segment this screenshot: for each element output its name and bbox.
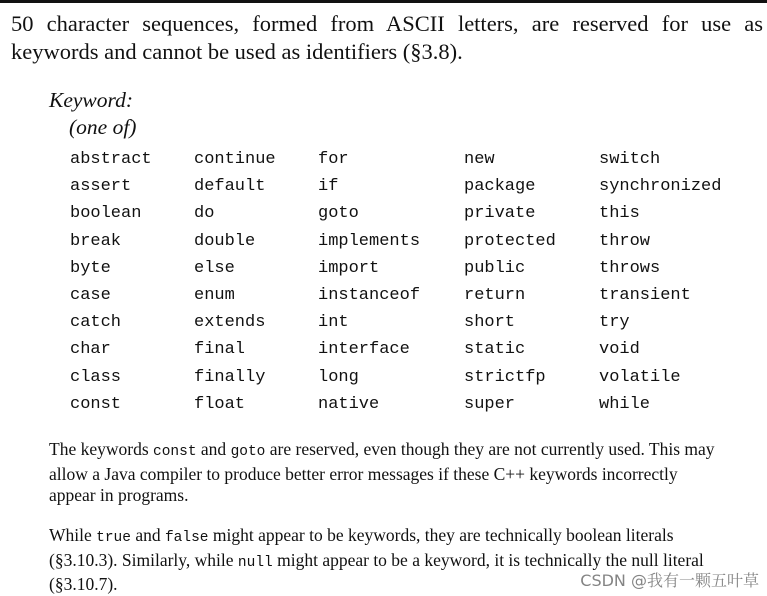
keyword-cell: implements (318, 231, 421, 251)
watermark: CSDN @我有一颗五叶草 (580, 571, 759, 590)
text-run: are reserved, even though they are not currently used. This may allow a Java compiler to produce better error messages if these C++ keywords incorrectly appear in programs. (49, 439, 715, 505)
grammar-qualifier: (one of) (69, 115, 137, 139)
code-null: null (237, 554, 273, 571)
keyword-cell: new (464, 150, 495, 170)
keyword-cell: if (318, 177, 339, 197)
keyword-cell: void (599, 340, 640, 360)
keyword-cell: import (318, 258, 380, 278)
code-true: true (96, 530, 131, 546)
keyword-cell: return (464, 286, 526, 306)
keyword-cell: const (70, 394, 122, 414)
keyword-cell: this (599, 204, 640, 224)
keyword-cell: long (318, 367, 359, 387)
keyword-row (70, 309, 739, 336)
code-goto: goto (230, 444, 266, 460)
keyword-row (70, 336, 739, 363)
keyword-cell: transient (599, 286, 691, 306)
keyword-cell: double (194, 231, 256, 251)
keyword-cell: default (194, 177, 266, 197)
intro-paragraph: 50 character sequences, formed from ASCII letters, are reserved for use as keywords and cannot be used as identifiers (§3.8). (11, 11, 763, 64)
keyword-cell: for (318, 150, 349, 170)
keyword-cell: package (464, 177, 536, 197)
keyword-row (70, 391, 739, 418)
text-run: While (49, 525, 97, 545)
keyword-cell: float (194, 394, 246, 414)
keyword-cell: boolean (70, 204, 142, 224)
keyword-cell: strictfp (464, 367, 546, 387)
text-run: and (130, 525, 165, 545)
keyword-cell: else (194, 258, 235, 278)
keyword-cell: case (70, 286, 111, 306)
keyword-cell: synchronized (599, 177, 722, 197)
keyword-row (70, 146, 739, 173)
keyword-row (70, 364, 739, 391)
keyword-cell: assert (70, 177, 132, 197)
keyword-cell: protected (464, 231, 556, 251)
keyword-cell: native (318, 394, 380, 414)
keyword-cell: class (70, 367, 122, 387)
keyword-cell: super (464, 394, 516, 414)
keyword-cell: extends (194, 313, 266, 333)
keyword-cell: throws (599, 258, 661, 278)
text-run: might appear to be a keyword, it is technically the null literal (§3.10.7). (49, 549, 704, 594)
text-run: The keywords (49, 439, 154, 459)
keyword-cell: char (70, 340, 111, 360)
keyword-cell: try (599, 313, 630, 333)
keyword-cell: int (318, 313, 349, 333)
keyword-cell: byte (70, 258, 111, 278)
keyword-cell: do (194, 204, 215, 224)
keyword-cell: catch (70, 313, 122, 333)
keyword-row (70, 255, 739, 282)
keyword-row (70, 282, 739, 309)
keyword-cell: continue (194, 150, 276, 170)
keyword-cell: final (194, 340, 246, 360)
keywords-table (70, 146, 739, 418)
keyword-cell: while (599, 394, 651, 414)
keyword-cell: break (70, 231, 122, 251)
keyword-cell: switch (599, 150, 661, 170)
keyword-cell: short (464, 313, 516, 333)
keyword-cell: volatile (599, 367, 681, 387)
reserved-note-paragraph (49, 439, 725, 507)
code-false: false (164, 530, 209, 546)
keyword-cell: private (464, 204, 536, 224)
keyword-cell: abstract (70, 150, 152, 170)
keyword-cell: finally (194, 367, 266, 387)
top-rule (0, 0, 767, 3)
keyword-cell: throw (599, 231, 651, 251)
keyword-row (70, 200, 739, 227)
text-run: might appear to be keywords, they are technically boolean literals (§3.10.3). Similarly, while (49, 525, 674, 570)
text-run: and (196, 439, 231, 459)
keyword-cell: goto (318, 204, 359, 224)
keyword-cell: public (464, 258, 526, 278)
keyword-cell: static (464, 340, 526, 360)
keyword-row (70, 228, 739, 255)
keyword-row (70, 173, 739, 200)
grammar-heading: Keyword: (49, 88, 133, 112)
keyword-cell: enum (194, 286, 235, 306)
keyword-cell: instanceof (318, 286, 421, 306)
keyword-cell: interface (318, 340, 410, 360)
code-const: const (153, 444, 197, 460)
